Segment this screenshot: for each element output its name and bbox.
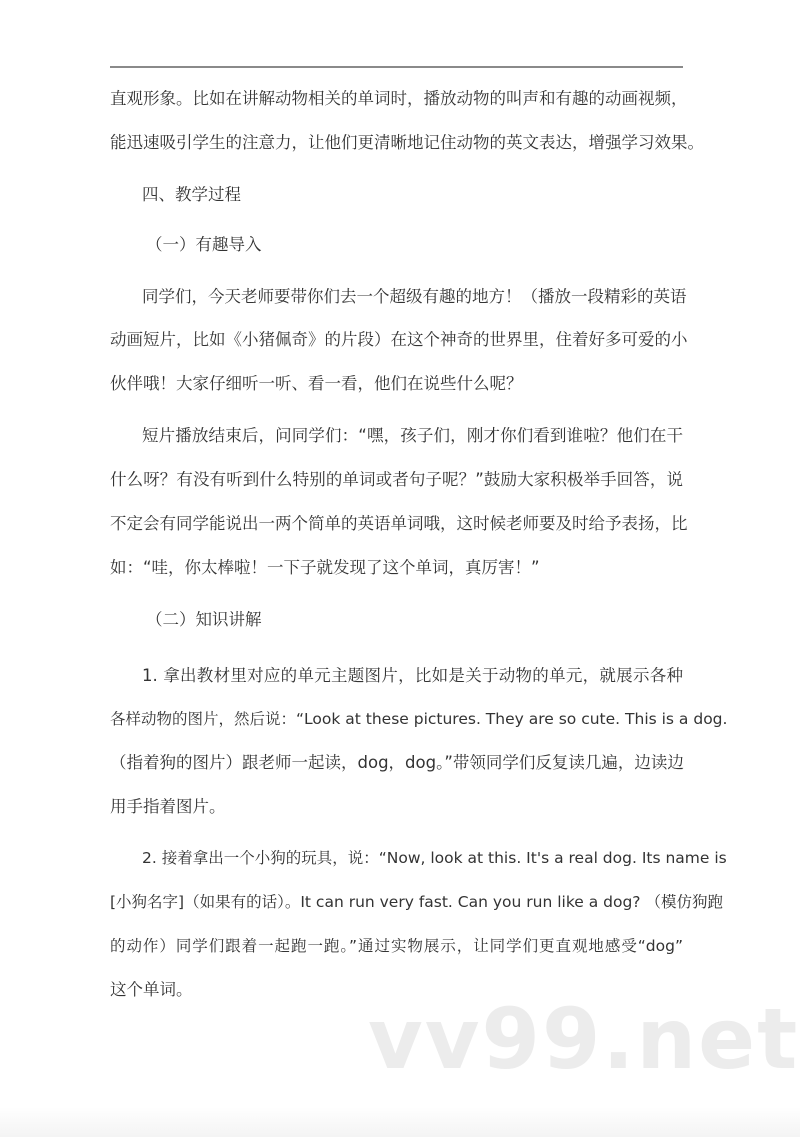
subsection-heading: （一）有趣导入 xyxy=(146,235,262,254)
paragraph-line: 的动作）同学们跟着一起跑一跑。”通过实物展示，让同学们更直观地感受“dog” xyxy=(110,937,683,955)
paragraph-line: 什么呀？有没有听到什么特别的单词或者句子呢？”鼓励大家积极举手回答，说 xyxy=(110,470,683,489)
paragraph-line: 伙伴哦！大家仔细听一听、看一看，他们在说些什么呢？ xyxy=(110,374,523,393)
paragraph-line: 能迅速吸引学生的注意力，让他们更清晰地记住动物的英文表达，增强学习效果。 xyxy=(110,133,704,152)
header-rule xyxy=(110,66,683,68)
paragraph-line: 这个单词。 xyxy=(110,980,193,999)
paragraph-line: [小狗名字]（如果有的话）。It can run very fast. Can you run like a dog? （模仿狗跑 xyxy=(110,893,723,911)
paragraph-line: 直观形象。比如在讲解动物相关的单词时，播放动物的叫声和有趣的动画视频， xyxy=(110,89,688,108)
paragraph-line: 动画短片，比如《小猪佩奇》的片段）在这个神奇的世界里，住着好多可爱的小 xyxy=(110,330,688,349)
section-heading: 四、教学过程 xyxy=(142,185,241,204)
paragraph-line: 用手指着图片。 xyxy=(110,797,226,816)
page-bottom-edge xyxy=(0,1107,800,1137)
paragraph-line: 如：“哇，你太棒啦！一下子就发现了这个单词，真厉害！” xyxy=(110,558,540,577)
paragraph-line: 各样动物的图片，然后说：“Look at these pictures. They are so cute. This is a dog. xyxy=(110,710,728,728)
paragraph-line: 1. 拿出教材里对应的单元主题图片，比如是关于动物的单元，就展示各种 xyxy=(142,666,683,685)
paragraph-line: （指着狗的图片）跟老师一起读，dog，dog。”带领同学们反复读几遍，边读边 xyxy=(110,753,684,772)
watermark: vv99.net xyxy=(368,990,800,1088)
subsection-heading: （二）知识讲解 xyxy=(146,610,262,629)
paragraph-line: 同学们，今天老师要带你们去一个超级有趣的地方！（播放一段精彩的英语 xyxy=(142,287,687,306)
paragraph-line: 2. 接着拿出一个小狗的玩具，说：“Now, look at this. It's a real dog. Its name is xyxy=(142,849,727,867)
paragraph-line: 不定会有同学能说出一两个简单的英语单词哦，这时候老师要及时给予表扬，比 xyxy=(110,514,688,533)
paragraph-line: 短片播放结束后，问同学们：“嘿，孩子们，刚才你们看到谁啦？他们在干 xyxy=(142,426,683,445)
